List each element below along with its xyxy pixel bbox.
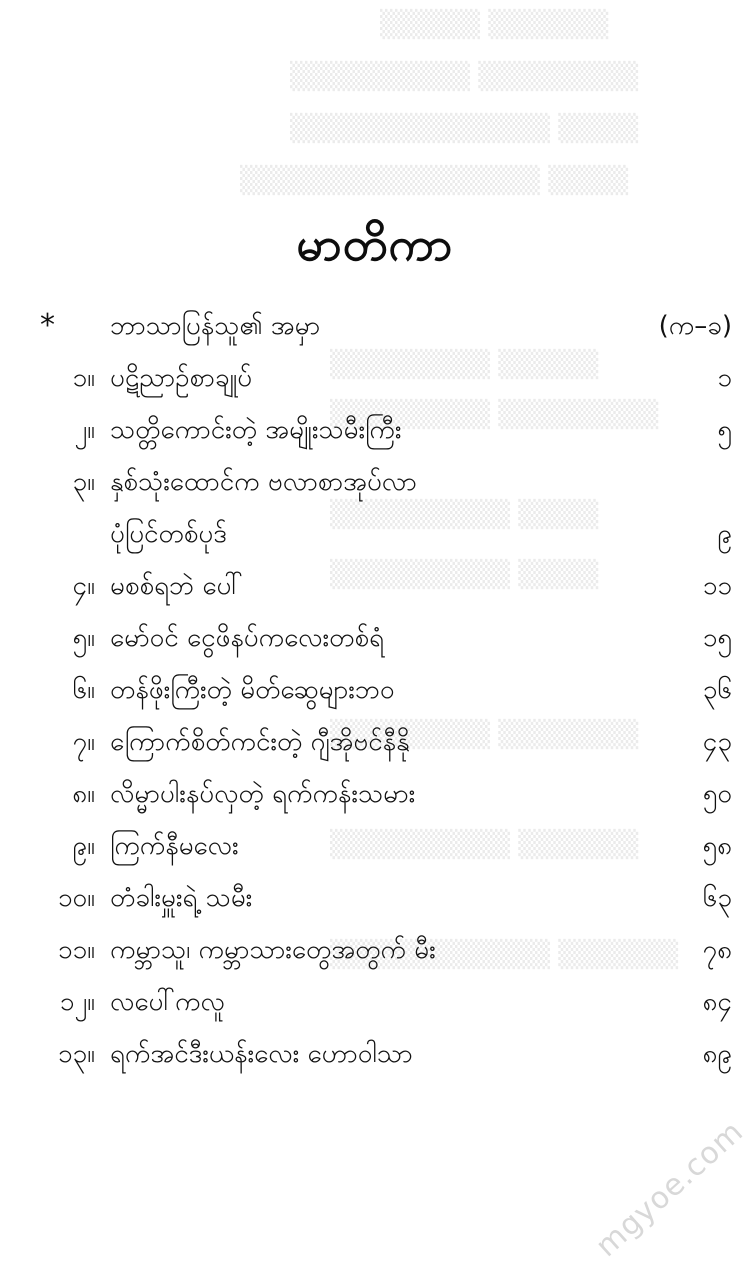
toc-entry-number: ၅။ xyxy=(72,623,95,653)
toc-entry xyxy=(0,982,750,1022)
toc-entry-number: * xyxy=(40,308,55,343)
toc-entry-title: မော်ဝင် ငွေဖိနပ်ကလေးတစ်ရံ xyxy=(110,623,385,653)
toc-entry-number: ၇။ xyxy=(72,727,95,757)
toc-entry-page: ၁၅ xyxy=(702,623,732,653)
bleed-through-texture: ▒▒▒▒▒ ▒▒▒▒▒▒ ▒▒▒▒▒▒▒▒▒ ▒▒▒▒▒▒▒▒ ▒▒▒▒▒▒▒▒▒▒▒▒▒ ▒▒▒▒ ▒▒▒▒▒▒▒▒▒▒▒▒▒▒▒ ▒▒▒▒ ▒▒▒▒▒▒▒▒ ▒▒▒▒▒ ▒▒▒▒▒▒▒▒ ▒▒▒▒▒▒▒▒ ▒▒▒▒▒▒▒▒▒ ▒▒▒▒ ▒▒▒▒▒▒▒▒▒ ▒▒▒▒ ▒▒▒▒▒▒▒▒ ▒▒▒▒▒▒▒ ▒▒▒▒▒▒▒▒▒ ▒▒▒▒▒▒ ▒▒▒▒▒▒▒▒▒▒▒ ▒▒▒▒▒▒ xyxy=(240,10,679,970)
toc-entry-title: တံခါးမှူးရဲ့ သမီး xyxy=(110,883,253,913)
toc-entry-page: ၄၃ xyxy=(702,727,732,757)
toc-entry-page: ၁ xyxy=(717,363,732,393)
toc-entry-continuation xyxy=(0,514,750,554)
toc-entry-title: နှစ်သုံးထောင်က ဗလာစာအုပ်လာ xyxy=(110,467,417,497)
toc-entry-page: (က–ခ) xyxy=(658,311,732,341)
toc-entry xyxy=(0,670,750,710)
toc-entry xyxy=(0,722,750,762)
toc-entry-page: ၅ xyxy=(717,415,732,445)
toc-entry-number: ၈။ xyxy=(72,779,95,809)
toc-entry-title: ကမ္ဘာသူ၊ ကမ္ဘာသားတွေအတွက် မီး xyxy=(110,935,436,965)
toc-entry-page: ၅၀ xyxy=(702,779,732,809)
toc-entry-number: ၄။ xyxy=(72,571,95,601)
toc-entry-page: ၅၈ xyxy=(702,831,732,861)
toc-entry-page: ၈၄ xyxy=(702,987,732,1017)
site-watermark: mgyoe.com xyxy=(588,1113,750,1264)
toc-entry xyxy=(0,462,750,502)
toc-entry-number: ၁၁။ xyxy=(57,935,95,965)
toc-entry-page: ၆၃ xyxy=(702,883,732,913)
toc-entry-title: ပုံပြင်တစ်ပုဒ် xyxy=(110,519,227,549)
toc-entry-title: မစစ်ရဘဲ ပေါ် xyxy=(110,571,244,601)
toc-entry-number: ၁။ xyxy=(72,363,95,393)
toc-entry-title: ဘာသာပြန်သူ၏ အမှာ xyxy=(110,311,321,341)
toc-entry-title: သတ္တိကောင်းတဲ့ အမျိုးသမီးကြီး xyxy=(110,415,402,445)
toc-entry-title: လိမ္မာပါးနပ်လှတဲ့ ရက်ကန်းသမား xyxy=(110,779,416,809)
toc-entry xyxy=(0,410,750,450)
toc-entry xyxy=(0,878,750,918)
toc-entry xyxy=(0,826,750,866)
toc-entry-page: ၈၉ xyxy=(702,1039,732,1069)
toc-entry-title: ပဋိညာဉ်စာချုပ် xyxy=(110,363,253,393)
toc-entry-page: ၁၁ xyxy=(702,571,732,601)
toc-entry xyxy=(0,1034,750,1074)
toc-entry xyxy=(0,774,750,814)
toc-entry-page: ၉ xyxy=(717,519,732,549)
toc-entry-number: ၂။ xyxy=(74,415,95,445)
toc-entry-number: ၃။ xyxy=(72,467,95,497)
toc-entry-number: ၁၂။ xyxy=(59,987,95,1017)
toc-entry xyxy=(0,358,750,398)
toc-entry-number: ၉။ xyxy=(72,831,95,861)
toc-entry-title: ရက်အင်ဒီးယန်းလေး ဟောဝါသာ xyxy=(110,1039,413,1069)
toc-entry xyxy=(0,306,750,346)
toc-entry-title: တန်ဖိုးကြီးတဲ့ မိတ်ဆွေများဘဝ xyxy=(110,675,395,705)
toc-entry-number: ၆။ xyxy=(72,675,95,705)
toc-entry xyxy=(0,930,750,970)
table-of-contents xyxy=(0,300,750,1100)
toc-entry-number: ၁၃။ xyxy=(57,1039,95,1069)
toc-entry-title: ကြောက်စိတ်ကင်းတဲ့ ဂျီအိုဗင်နီနို xyxy=(110,727,410,757)
toc-entry xyxy=(0,566,750,606)
page-title: မာတိကာ xyxy=(296,217,454,271)
toc-entry xyxy=(0,618,750,658)
toc-entry-title: ကြက်နီမလေး xyxy=(110,831,239,861)
toc-entry-number: ၁၀။ xyxy=(57,883,95,913)
toc-entry-title: လပေါ်ကလူ xyxy=(110,987,225,1017)
toc-entry-page: ၃၆ xyxy=(702,675,732,705)
toc-entry-page: ၇၈ xyxy=(702,935,732,965)
